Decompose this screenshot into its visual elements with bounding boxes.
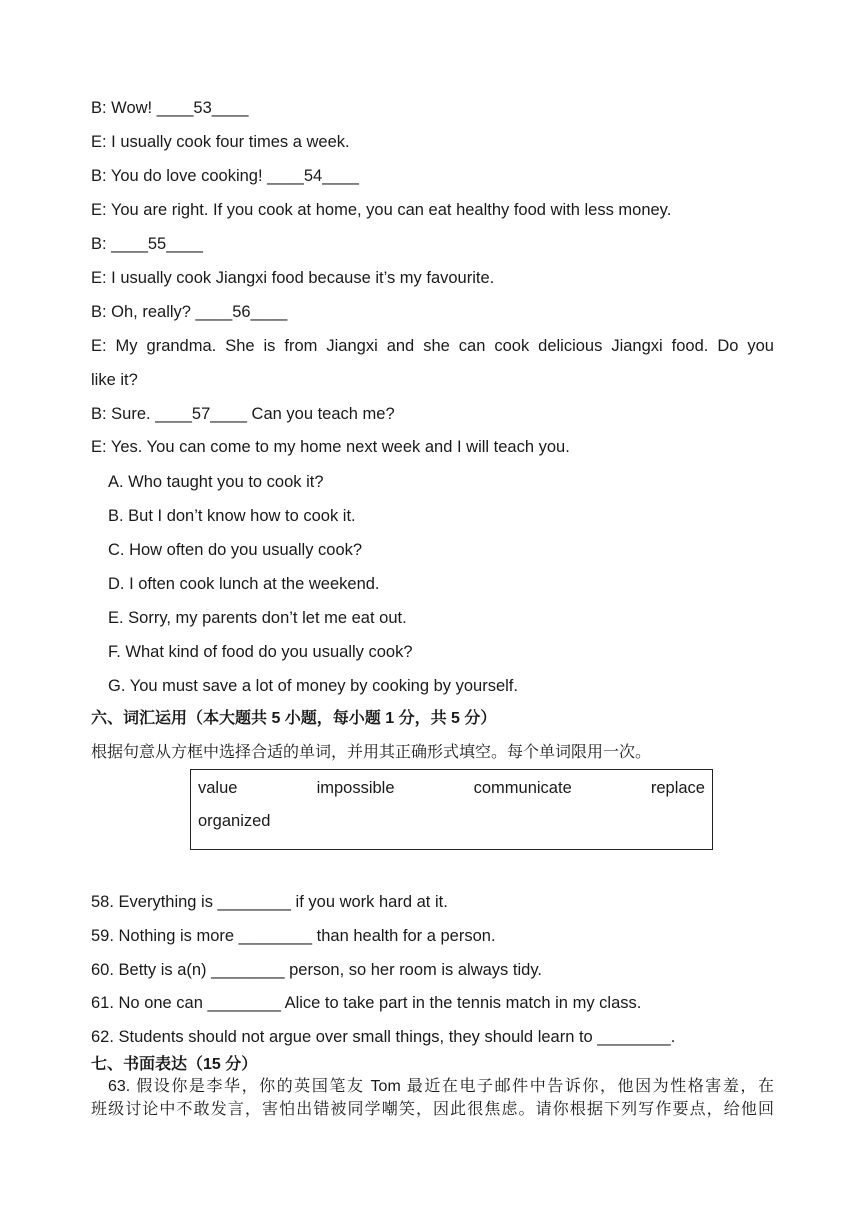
section-6-instruction: 根据句意从方框中选择合适的单词，并用其正确形式填空。每个单词限用一次。 bbox=[91, 744, 652, 761]
writing-prompt-line-2: 班级讨论中不敢发言，害怕出错被同学嘲笑，因此很焦虑。请你根据下列写作要点，给他回 bbox=[91, 1101, 774, 1118]
dialogue-line: B: Sure. ____57____ Can you teach me? bbox=[91, 405, 395, 423]
option-g: G. You must save a lot of money by cooking by yourself. bbox=[108, 677, 518, 695]
option-a: A. Who taught you to cook it? bbox=[108, 473, 324, 491]
option-e: E. Sorry, my parents don’t let me eat out. bbox=[108, 609, 407, 627]
dialogue-line: B: Oh, really? ____56____ bbox=[91, 303, 288, 321]
word-value: value bbox=[198, 779, 238, 797]
dialogue-line: E: I usually cook four times a week. bbox=[91, 133, 350, 151]
dialogue-line: B: You do love cooking! ____54____ bbox=[91, 167, 359, 185]
word-box bbox=[190, 769, 713, 850]
dialogue-line: E: My grandma. She is from Jiangxi and she can cook delicious Jiangxi food. Do you bbox=[91, 337, 774, 355]
question-58: 58. Everything is ________ if you work hard at it. bbox=[91, 893, 448, 911]
dialogue-line: B: Wow! ____53____ bbox=[91, 99, 249, 117]
question-61: 61. No one can ________ Alice to take part in the tennis match in my class. bbox=[91, 994, 642, 1012]
question-60: 60. Betty is a(n) ________ person, so her room is always tidy. bbox=[91, 961, 542, 979]
word-communicate: communicate bbox=[473, 779, 572, 797]
option-b: B. But I don’t know how to cook it. bbox=[108, 507, 356, 525]
dialogue-line: B: ____55____ bbox=[91, 235, 203, 253]
dialogue-line: E: I usually cook Jiangxi food because it’s my favourite. bbox=[91, 269, 495, 287]
word-replace: replace bbox=[650, 779, 705, 797]
dialogue-line: E: Yes. You can come to my home next week and I will teach you. bbox=[91, 438, 570, 456]
dialogue-line: E: You are right. If you cook at home, you can eat healthy food with less money. bbox=[91, 201, 672, 219]
section-7-heading: 七、书面表达（15 分） bbox=[91, 1056, 258, 1073]
option-c: C. How often do you usually cook? bbox=[108, 541, 363, 559]
section-6-heading: 六、词汇运用（本大题共 5 小题，每小题 1 分，共 5 分） bbox=[91, 710, 497, 727]
question-59: 59. Nothing is more ________ than health for a person. bbox=[91, 927, 496, 945]
writing-prompt-line-1: 63. 假设你是李华，你的英国笔友 Tom 最近在电子邮件中告诉你，他因为性格害羞，在 bbox=[108, 1078, 774, 1095]
dialogue-line: like it? bbox=[91, 371, 138, 389]
option-f: F. What kind of food do you usually cook? bbox=[108, 643, 413, 661]
question-62: 62. Students should not argue over small things, they should learn to ________. bbox=[91, 1028, 676, 1046]
word-impossible: impossible bbox=[316, 779, 395, 797]
option-d: D. I often cook lunch at the weekend. bbox=[108, 575, 380, 593]
word-organized: organized bbox=[198, 812, 271, 830]
